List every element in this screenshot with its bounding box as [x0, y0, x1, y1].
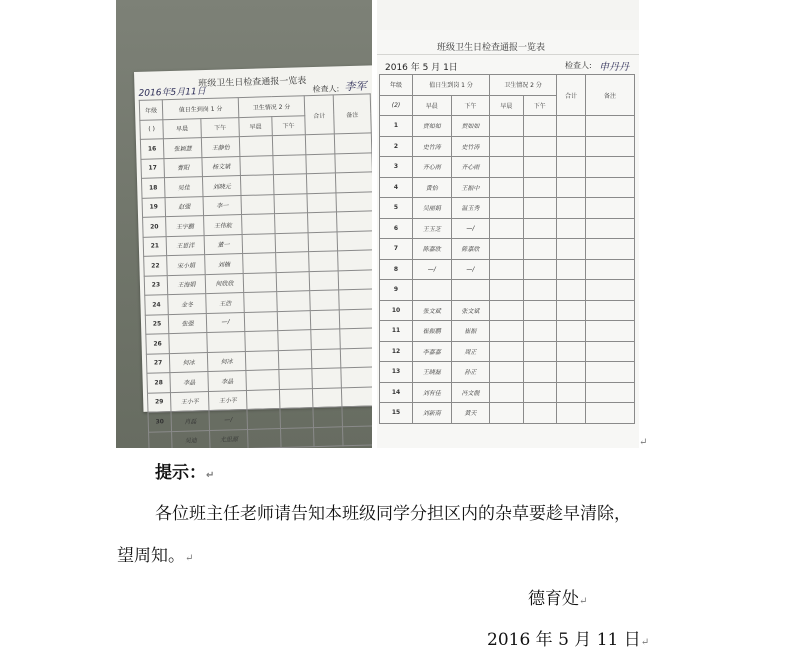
table-row: 21 王思洋 董一: [143, 230, 372, 256]
tip-heading: 提示：↵: [155, 463, 215, 483]
right-check-table: [379, 74, 635, 424]
table-row: 28 李晶 李晶: [147, 367, 372, 393]
table-row: 8 —/ —/: [380, 259, 635, 280]
table-row: 24 金冬 王浩: [145, 289, 372, 315]
left-header-duty: 值日生到岗 1 分: [162, 98, 239, 120]
table-row: 2 史竹涛 史竹涛: [380, 136, 635, 157]
right-inspection-sheet: [377, 30, 639, 448]
right-header-hygiene: 卫生情况 2 分: [490, 75, 557, 96]
paragraph-mark-icon: ↵: [639, 437, 648, 448]
right-photo: [377, 0, 639, 448]
left-header-remark: 备注: [333, 94, 371, 134]
right-inspector-label: 检查人:: [565, 61, 592, 70]
department-signature: 德育处↵: [528, 589, 588, 609]
left-inspection-sheet: [134, 65, 372, 445]
left-sheet-date: 2016年5月11日: [138, 87, 206, 99]
table-row: 4 黄怡 王振中: [380, 177, 635, 198]
table-row: 11 崔振鹏 崔振: [380, 321, 635, 342]
right-header-total: 合计: [557, 75, 586, 116]
left-check-table: [139, 93, 372, 448]
table-row: 20 王宇鹏 王伟航: [143, 211, 372, 237]
table-row: 16 张颖慧 王静怡: [140, 133, 371, 159]
table-row: 13 王晓磊 孙正: [380, 362, 635, 383]
left-header-morning: 早晨: [163, 118, 202, 139]
left-photo: [116, 0, 372, 448]
left-header-afternoon: 下午: [201, 117, 240, 138]
table-row: 22 宋小娟 刘楠: [144, 250, 372, 276]
table-row: 6 王玉芝 —/: [380, 218, 635, 239]
right-sheet-date: 2016 年 5 月 1日: [385, 63, 458, 73]
table-row: 9: [380, 280, 635, 301]
table-row: 19 赵强 李一: [142, 191, 372, 217]
paragraph-mark-icon: ↵: [185, 553, 194, 564]
right-header-grade: 年级: [380, 75, 413, 96]
paragraph-mark-icon: ↵: [579, 596, 588, 607]
left-header-total: 合计: [304, 95, 334, 135]
left-header-paren: ( ): [140, 119, 164, 139]
table-row: 吴迪 尤思源: [149, 425, 372, 448]
left-header-hygiene: 卫生情况 2 分: [238, 96, 304, 117]
table-row: 25 张强 —/: [145, 308, 372, 334]
right-header-afternoon: 下午: [451, 95, 490, 116]
table-row: 14 刘有佳 冯文靓: [380, 382, 635, 403]
table-row: 15 刘新南 黄天: [380, 403, 635, 424]
table-row: 29 王小平 王小平: [147, 386, 372, 412]
table-row: 27 何冰 何冰: [146, 347, 372, 373]
left-header-grade: 年级: [139, 100, 163, 120]
table-row: 30 肖磊 —/: [148, 406, 372, 432]
right-header-remark: 备注: [586, 75, 635, 116]
table-row: 5 吴丽娟 温玉秀: [380, 198, 635, 219]
right-header-morning2: 早晨: [490, 95, 523, 116]
notice-line-1: 各位班主任老师请告知本班级同学分担区内的杂草要趁早清除，: [155, 504, 631, 524]
table-row: 12 李嘉嘉 周正: [380, 341, 635, 362]
left-inspector-signature: 李军: [344, 79, 367, 94]
left-header-afternoon2: 下午: [272, 115, 306, 135]
left-sheet-title: 班级卫生日检查通报一览表: [198, 76, 307, 90]
paper-fold-line: [377, 54, 639, 55]
table-row: 7 陈嘉欣 陈嘉欣: [380, 239, 635, 260]
notice-date: 2016 年 5 月 11 日↵: [487, 630, 650, 650]
table-row: 1 贾如如 贾如如: [380, 116, 635, 137]
paragraph-mark-icon: ↵: [640, 637, 650, 648]
table-row: 26: [146, 328, 372, 354]
paragraph-mark-icon: ↵: [206, 470, 215, 481]
notice-line-2: 望周知。↵: [117, 546, 194, 566]
left-inspector-label: 检查人:: [312, 84, 340, 95]
right-header-afternoon2: 下午: [523, 95, 556, 116]
table-row: 3 齐心雨 齐心雨: [380, 157, 635, 178]
table-row: 17 曹阳 杨文斌: [141, 152, 372, 178]
table-row: 23 王海娟 何欣欣: [144, 269, 372, 295]
right-header-morning: 早晨: [413, 95, 452, 116]
right-header-duty: 值日生到岗 1 分: [413, 75, 490, 96]
table-row: 10 张文斌 张文斌: [380, 300, 635, 321]
right-inspector-signature: 申丹丹: [599, 62, 629, 73]
left-header-morning2: 早晨: [239, 116, 272, 136]
right-header-paren: (2): [380, 95, 413, 116]
right-sheet-title: 班级卫生日检查通报一览表: [437, 43, 546, 53]
table-row: 18 吴佳 刘晓元: [141, 172, 372, 198]
